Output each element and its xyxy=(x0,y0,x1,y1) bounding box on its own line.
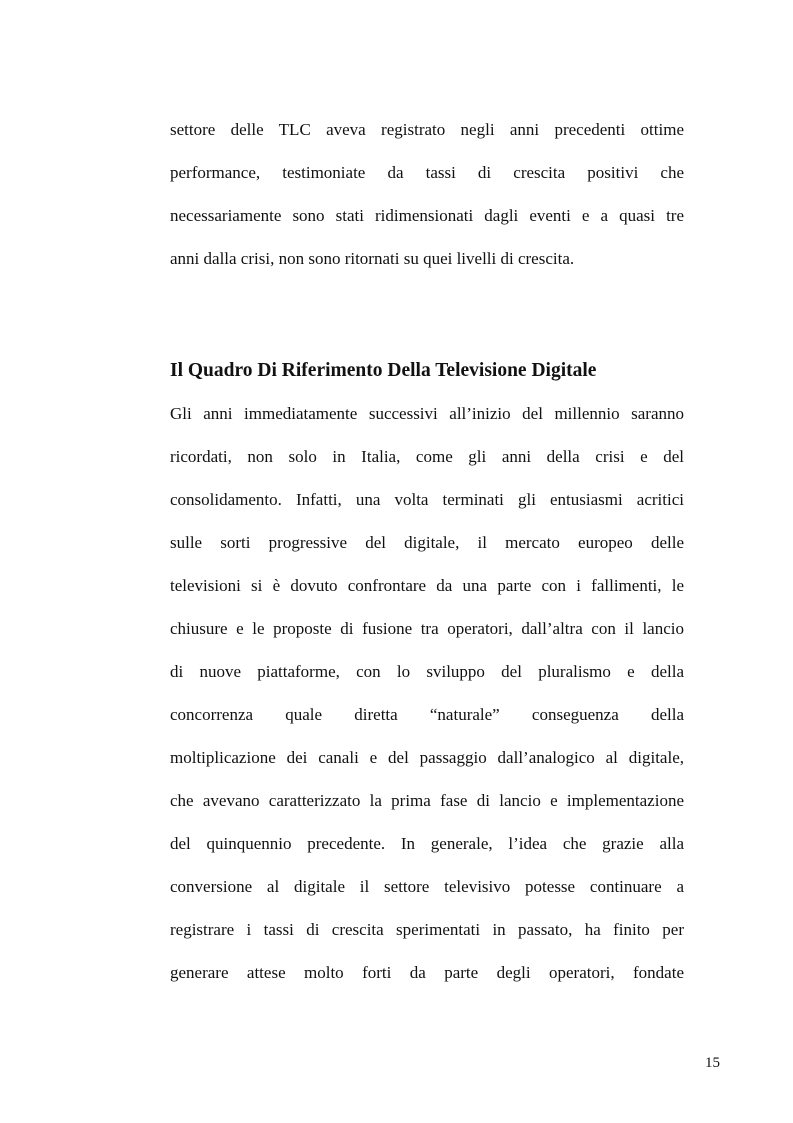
page-content xyxy=(170,108,684,994)
text-line: consolidamento. Infatti, una volta terminati gli entusiasmi acritici xyxy=(170,490,684,509)
text-line: generare attese molto forti da parte degli operatori, fondate xyxy=(170,963,684,982)
text-line: del quinquennio precedente. In generale, l’idea che grazie alla xyxy=(170,834,684,853)
paragraph-digital-tv xyxy=(170,392,684,994)
text-line: necessariamente sono stati ridimensionati dagli eventi e a quasi tre xyxy=(170,206,684,225)
text-line: moltiplicazione dei canali e del passaggio dall’analogico al digitale, xyxy=(170,748,684,767)
text-line: sulle sorti progressive del digitale, il mercato europeo delle xyxy=(170,533,684,552)
text-line: settore delle TLC aveva registrato negli anni precedenti ottime xyxy=(170,120,684,139)
text-line: anni dalla crisi, non sono ritornati su quei livelli di crescita. xyxy=(170,249,575,268)
text-line: registrare i tassi di crescita sperimentati in passato, ha finito per xyxy=(170,920,684,939)
text-line: Gli anni immediatamente successivi all’inizio del millennio saranno xyxy=(170,404,684,423)
text-line: chiusure e le proposte di fusione tra operatori, dall’altra con il lancio xyxy=(170,619,684,638)
text-line: performance, testimoniate da tassi di crescita positivi che xyxy=(170,163,684,182)
text-line: di nuove piattaforme, con lo sviluppo del pluralismo e della xyxy=(170,662,684,681)
paragraph-tlc-sector xyxy=(170,108,684,280)
section-heading: Il Quadro Di Riferimento Della Televisione Digitale xyxy=(170,360,597,381)
text-line: che avevano caratterizzato la prima fase di lancio e implementazione xyxy=(170,791,684,810)
text-line: conversione al digitale il settore televisivo potesse continuare a xyxy=(170,877,684,896)
text-line: televisioni si è dovuto confrontare da una parte con i fallimenti, le xyxy=(170,576,684,595)
text-line: concorrenza quale diretta “naturale” conseguenza della xyxy=(170,705,684,724)
text-line: ricordati, non solo in Italia, come gli anni della crisi e del xyxy=(170,447,684,466)
page-number: 15 xyxy=(705,1055,720,1071)
section-spacer xyxy=(170,280,684,349)
